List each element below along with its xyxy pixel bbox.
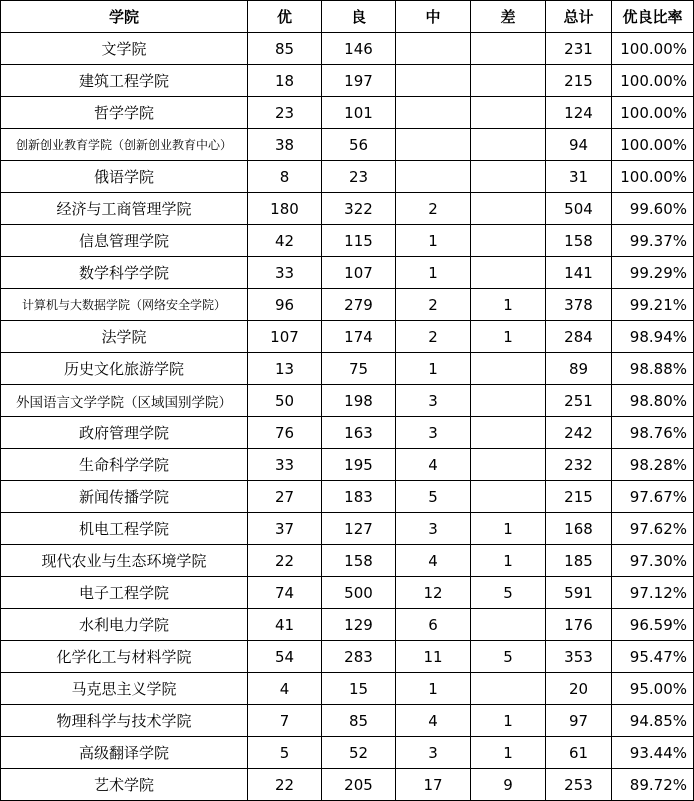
excellent-good-ratio: 100.00% [612, 97, 694, 129]
excellent-good-ratio: 98.28% [612, 449, 694, 481]
excellent-count: 38 [248, 129, 322, 161]
good-count: 205 [322, 769, 396, 801]
excellent-good-ratio: 89.72% [612, 769, 694, 801]
excellent-count: 18 [248, 65, 322, 97]
poor-count [471, 33, 546, 65]
poor-count [471, 449, 546, 481]
total-count: 253 [546, 769, 612, 801]
total-count: 20 [546, 673, 612, 705]
table-row [1, 545, 694, 577]
total-count: 231 [546, 33, 612, 65]
excellent-count: 96 [248, 289, 322, 321]
excellent-count: 22 [248, 545, 322, 577]
excellent-good-ratio: 98.88% [612, 353, 694, 385]
header-medium: 中 [396, 1, 471, 33]
excellent-count: 54 [248, 641, 322, 673]
total-count: 591 [546, 577, 612, 609]
header-college: 学院 [1, 1, 248, 33]
table-row [1, 705, 694, 737]
total-count: 176 [546, 609, 612, 641]
college-name: 新闻传播学院 [1, 481, 248, 513]
college-name: 建筑工程学院 [1, 65, 248, 97]
good-count: 174 [322, 321, 396, 353]
medium-count: 5 [396, 481, 471, 513]
header-good: 良 [322, 1, 396, 33]
total-count: 242 [546, 417, 612, 449]
table-row [1, 225, 694, 257]
poor-count [471, 129, 546, 161]
college-name: 生命科学学院 [1, 449, 248, 481]
college-name: 物理科学与技术学院 [1, 705, 248, 737]
table-row [1, 385, 694, 417]
poor-count [471, 385, 546, 417]
college-name: 高级翻译学院 [1, 737, 248, 769]
college-name: 艺术学院 [1, 769, 248, 801]
medium-count: 1 [396, 257, 471, 289]
good-count: 163 [322, 417, 396, 449]
medium-count: 3 [396, 417, 471, 449]
excellent-good-ratio: 98.94% [612, 321, 694, 353]
excellent-good-ratio: 100.00% [612, 161, 694, 193]
header-excellent: 优 [248, 1, 322, 33]
good-count: 195 [322, 449, 396, 481]
table-row [1, 417, 694, 449]
medium-count [396, 161, 471, 193]
excellent-good-ratio: 100.00% [612, 33, 694, 65]
excellent-good-ratio: 97.12% [612, 577, 694, 609]
good-count: 279 [322, 289, 396, 321]
medium-count: 3 [396, 737, 471, 769]
medium-count: 6 [396, 609, 471, 641]
good-count: 127 [322, 513, 396, 545]
good-count: 101 [322, 97, 396, 129]
table-row [1, 289, 694, 321]
poor-count [471, 417, 546, 449]
college-name: 数学科学学院 [1, 257, 248, 289]
total-count: 158 [546, 225, 612, 257]
table-body [1, 33, 694, 801]
good-count: 52 [322, 737, 396, 769]
poor-count: 5 [471, 641, 546, 673]
college-name: 法学院 [1, 321, 248, 353]
total-count: 232 [546, 449, 612, 481]
excellent-good-ratio: 95.47% [612, 641, 694, 673]
poor-count [471, 353, 546, 385]
excellent-count: 76 [248, 417, 322, 449]
table-row [1, 257, 694, 289]
college-name: 哲学学院 [1, 97, 248, 129]
poor-count [471, 257, 546, 289]
poor-count [471, 609, 546, 641]
excellent-count: 37 [248, 513, 322, 545]
college-name: 现代农业与生态环境学院 [1, 545, 248, 577]
good-count: 158 [322, 545, 396, 577]
good-count: 198 [322, 385, 396, 417]
excellent-good-ratio: 99.60% [612, 193, 694, 225]
total-count: 141 [546, 257, 612, 289]
excellent-good-ratio: 98.76% [612, 417, 694, 449]
table-row [1, 609, 694, 641]
poor-count: 1 [471, 545, 546, 577]
college-name: 机电工程学院 [1, 513, 248, 545]
poor-count [471, 97, 546, 129]
excellent-count: 8 [248, 161, 322, 193]
table-row [1, 513, 694, 545]
medium-count: 1 [396, 225, 471, 257]
excellent-count: 23 [248, 97, 322, 129]
excellent-good-ratio: 94.85% [612, 705, 694, 737]
medium-count: 4 [396, 705, 471, 737]
poor-count [471, 225, 546, 257]
excellent-count: 22 [248, 769, 322, 801]
table-row [1, 449, 694, 481]
table-row [1, 33, 694, 65]
total-count: 353 [546, 641, 612, 673]
excellent-count: 33 [248, 257, 322, 289]
excellent-count: 42 [248, 225, 322, 257]
medium-count: 11 [396, 641, 471, 673]
medium-count: 2 [396, 321, 471, 353]
medium-count [396, 65, 471, 97]
college-name: 历史文化旅游学院 [1, 353, 248, 385]
poor-count [471, 65, 546, 97]
medium-count: 2 [396, 289, 471, 321]
college-name: 政府管理学院 [1, 417, 248, 449]
poor-count [471, 481, 546, 513]
good-count: 197 [322, 65, 396, 97]
college-name: 电子工程学院 [1, 577, 248, 609]
table-row [1, 193, 694, 225]
poor-count: 9 [471, 769, 546, 801]
total-count: 504 [546, 193, 612, 225]
total-count: 94 [546, 129, 612, 161]
total-count: 124 [546, 97, 612, 129]
excellent-good-ratio: 100.00% [612, 65, 694, 97]
excellent-good-ratio: 99.29% [612, 257, 694, 289]
table-row [1, 641, 694, 673]
medium-count [396, 33, 471, 65]
excellent-count: 27 [248, 481, 322, 513]
good-count: 23 [322, 161, 396, 193]
poor-count [471, 161, 546, 193]
excellent-count: 5 [248, 737, 322, 769]
total-count: 378 [546, 289, 612, 321]
table-row [1, 129, 694, 161]
college-name: 马克思主义学院 [1, 673, 248, 705]
medium-count [396, 129, 471, 161]
medium-count: 3 [396, 385, 471, 417]
medium-count: 17 [396, 769, 471, 801]
table-row [1, 481, 694, 513]
good-count: 85 [322, 705, 396, 737]
medium-count: 2 [396, 193, 471, 225]
total-count: 31 [546, 161, 612, 193]
poor-count: 1 [471, 321, 546, 353]
total-count: 89 [546, 353, 612, 385]
total-count: 215 [546, 65, 612, 97]
table-row [1, 769, 694, 801]
medium-count: 4 [396, 545, 471, 577]
table-row [1, 321, 694, 353]
table-row [1, 577, 694, 609]
total-count: 185 [546, 545, 612, 577]
excellent-good-ratio: 93.44% [612, 737, 694, 769]
total-count: 251 [546, 385, 612, 417]
excellent-count: 33 [248, 449, 322, 481]
good-count: 322 [322, 193, 396, 225]
college-name: 水利电力学院 [1, 609, 248, 641]
excellent-good-ratio: 96.59% [612, 609, 694, 641]
total-count: 215 [546, 481, 612, 513]
table-row [1, 65, 694, 97]
medium-count [396, 97, 471, 129]
excellent-count: 85 [248, 33, 322, 65]
college-name: 计算机与大数据学院（网络安全学院） [1, 289, 248, 321]
excellent-good-ratio: 99.37% [612, 225, 694, 257]
good-count: 183 [322, 481, 396, 513]
good-count: 500 [322, 577, 396, 609]
medium-count: 1 [396, 673, 471, 705]
poor-count: 5 [471, 577, 546, 609]
table-row [1, 97, 694, 129]
good-count: 56 [322, 129, 396, 161]
excellent-count: 41 [248, 609, 322, 641]
excellent-good-ratio: 99.21% [612, 289, 694, 321]
good-count: 107 [322, 257, 396, 289]
total-count: 61 [546, 737, 612, 769]
college-name: 信息管理学院 [1, 225, 248, 257]
good-count: 146 [322, 33, 396, 65]
poor-count [471, 673, 546, 705]
excellent-count: 7 [248, 705, 322, 737]
good-count: 129 [322, 609, 396, 641]
college-name: 创新创业教育学院（创新创业教育中心） [1, 129, 248, 161]
total-count: 168 [546, 513, 612, 545]
medium-count: 3 [396, 513, 471, 545]
table-row [1, 737, 694, 769]
college-name: 外国语言文学学院（区域国别学院） [1, 385, 248, 417]
excellent-count: 107 [248, 321, 322, 353]
college-name: 俄语学院 [1, 161, 248, 193]
poor-count: 1 [471, 705, 546, 737]
good-count: 75 [322, 353, 396, 385]
excellent-good-ratio: 98.80% [612, 385, 694, 417]
excellent-count: 50 [248, 385, 322, 417]
header-poor: 差 [471, 1, 546, 33]
medium-count: 12 [396, 577, 471, 609]
header-ratio: 优良比率 [612, 1, 694, 33]
total-count: 284 [546, 321, 612, 353]
excellent-good-ratio: 97.62% [612, 513, 694, 545]
excellent-good-ratio: 97.67% [612, 481, 694, 513]
excellent-count: 4 [248, 673, 322, 705]
medium-count: 1 [396, 353, 471, 385]
poor-count: 1 [471, 289, 546, 321]
table-row [1, 161, 694, 193]
poor-count: 1 [471, 737, 546, 769]
total-count: 97 [546, 705, 612, 737]
excellent-good-ratio: 95.00% [612, 673, 694, 705]
excellent-count: 180 [248, 193, 322, 225]
poor-count: 1 [471, 513, 546, 545]
good-count: 283 [322, 641, 396, 673]
excellent-good-ratio: 97.30% [612, 545, 694, 577]
college-name: 化学化工与材料学院 [1, 641, 248, 673]
excellent-count: 13 [248, 353, 322, 385]
excellent-good-ratio: 100.00% [612, 129, 694, 161]
table-row [1, 673, 694, 705]
good-count: 115 [322, 225, 396, 257]
excellent-count: 74 [248, 577, 322, 609]
poor-count [471, 193, 546, 225]
header-total: 总计 [546, 1, 612, 33]
good-count: 15 [322, 673, 396, 705]
table-row [1, 353, 694, 385]
medium-count: 4 [396, 449, 471, 481]
college-name: 文学院 [1, 33, 248, 65]
college-name: 经济与工商管理学院 [1, 193, 248, 225]
header-row [1, 1, 694, 33]
